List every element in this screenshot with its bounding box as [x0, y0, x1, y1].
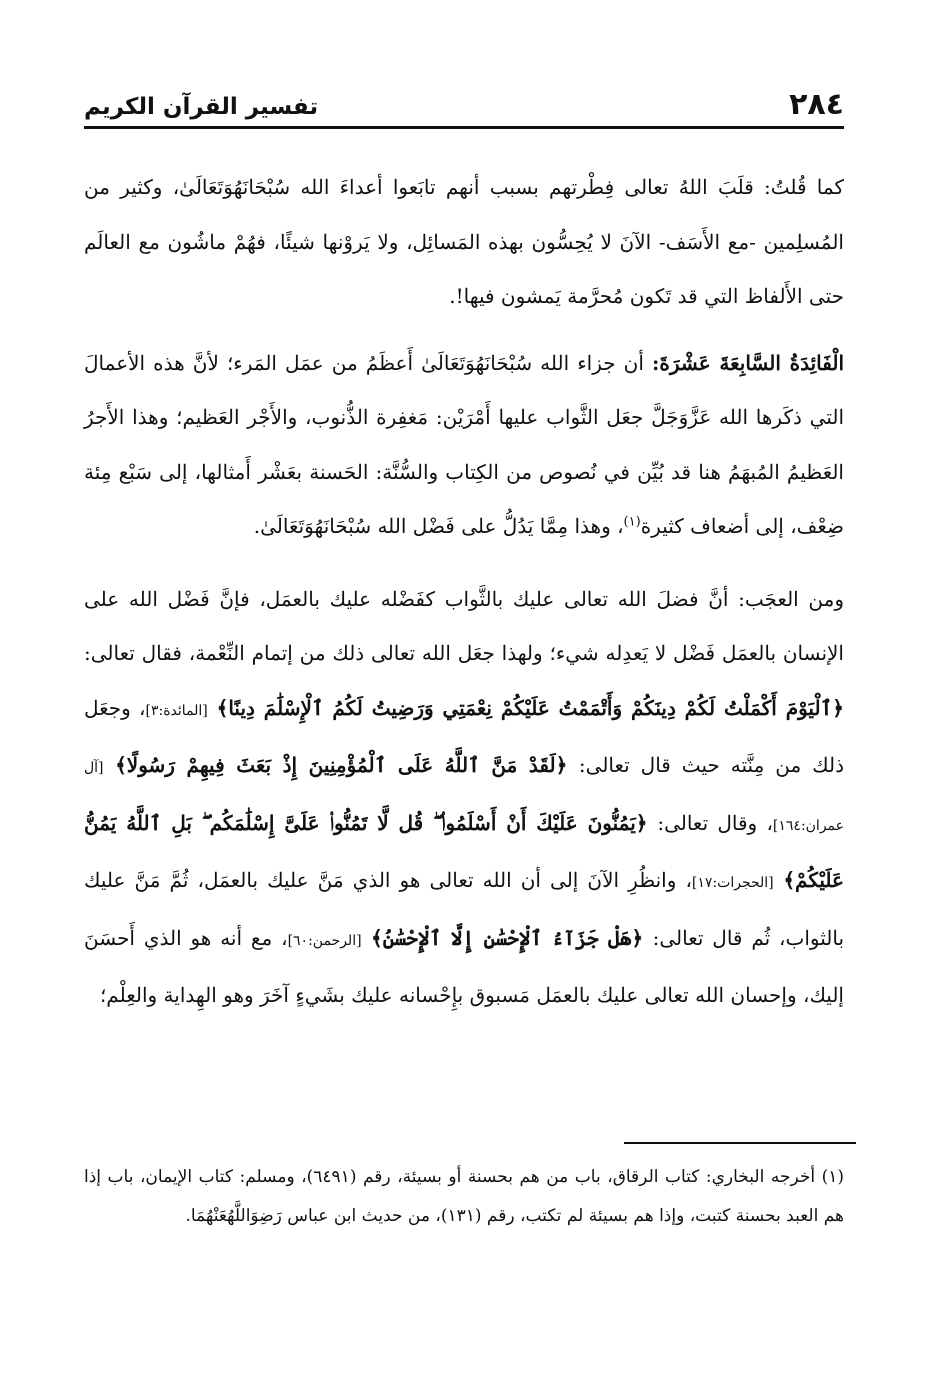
quran-verse: ﴿ٱلْيَوْمَ أَكْمَلْتُ لَكُمْ دِينَكُمْ وَأَتْمَمْتُ عَلَيْكُمْ نِعْمَتِي وَرَضِيتُ لَكُمُ ٱلْإِسْلَٰمَ دِينًا﴾ [207, 695, 844, 720]
quran-verse: ﴿يَمُنُّونَ عَلَيْكَ أَنْ أَسْلَمُوا۟ ۖ قُل لَّا تَمُنُّوا۟ عَلَىَّ إِسْلَٰمَكُم ۖ بَلِ ٱللَّهُ يَمُنُّ عَلَيْكُمْ﴾ [84, 810, 844, 892]
footnote [84, 1158, 844, 1236]
paragraph [84, 336, 844, 554]
paragraph-text: ، مع أنه هو الذي أَحسَنَ إليك، وإحسان الله تعالى عليك بالعمَل مَسبوق بإِحْسانه عليك بشَيءٍ آخَرَ وهو الهِداية والعِلْم؛ [84, 925, 844, 1007]
paragraph [84, 572, 844, 1023]
main-text [84, 160, 844, 1023]
paragraph-text: ، وجعَل ذلك من مِنَّته حيث قال تعالى: [84, 695, 845, 777]
footnote-text: أخرجه البخاري: كتاب الرقاق، باب من هم بحسنة أو بسيئة، رقم (٦٤٩١)، ومسلم: كتاب الإيمان، باب إذا هم العبد بحسنة كتبت، وإذا هم بسيئة لم تكتب، رقم (١٣١)، من حديث ابن عباس رَضِوَاللَّهُعَنْهُمَا. [84, 1167, 844, 1226]
quran-verse: ﴿لَقَدْ مَنَّ ٱللَّهُ عَلَى ٱلْمُؤْمِنِينَ إِذْ بَعَثَ فِيهِمْ رَسُولًا﴾ [103, 753, 579, 777]
verse-reference: [المائدة:٣] [145, 702, 208, 719]
footnotes [84, 1158, 844, 1236]
paragraph-text: كما قُلتُ: قلَبَ اللهُ تعالى فِطْرتهم بسبب أنهم تابَعوا أعداءَ الله سُبْحَانَهُوَتَعَالَىٰ، وكثير من المُسلِمين -مع الأَسَف- الآنَ لا يُحِسُّون بهذه المَسائِل، ولا يَروْنها شيئًا، فهُمْ ماشُون مع العالَم حتى الأَلفاظ التي قد تَكون مُحرَّمة يَمشون فيها!. [84, 175, 844, 308]
footnote-mark: (١) [821, 1167, 844, 1187]
paragraph-text: ومن العجَب: أنَّ فضلَ الله تعالى عليك بالثَّواب كفَضْله عليك بالعمَل، فإنَّ فَضْل الله على الإنسان بالعمَل فَضْل لا يَعدِله شيء؛ ولهذا جعَل الله تعالى ذلك من إتمام النِّعْمة، فقال تعالى: [84, 586, 844, 665]
verse-reference: [الحجرات:١٧] [691, 875, 774, 891]
page-number: ٢٨٤ [789, 87, 844, 122]
paragraph [84, 160, 844, 324]
verse-reference: [آل عمران:١٦٤] [84, 760, 844, 834]
verse-reference: [الرحمن:٦٠] [287, 932, 362, 949]
running-title: تفسير القرآن الكريم [84, 94, 319, 120]
page-header [84, 78, 844, 129]
paragraph-heading: الْفَائِدَةُ السَّابِعَةَ عَشْرَةَ: [652, 350, 844, 375]
paragraph-text: أن جزاء الله سُبْحَانَهُوَتَعَالَىٰ أَعظَمُ من عمَل المَرء؛ لأنَّ هذه الأعمالَ التي ذكَرها الله عَزَّوَجَلَّ جعَل الثَّواب عليها أَمْرَيْن: مَغفِرة الذُّنوب، والأَجْر العَظيم؛ وهذا الأَجرُ العَظيمُ المُبهَمُ هنا قد بُيِّن في نُصوص من الكِتاب والسُّنَّة: الحَسنة بعَشْر أَمثالها، إلى سَبْع مِئة ضِعْف، إلى أضعاف كثيرة [84, 350, 844, 538]
paragraph-text-continued: ، وهذا مِمَّا يَدُلُّ على فَضْل الله سُبْحَانَهُوَتَعَالَىٰ. [253, 514, 624, 538]
paragraph-text: ، وانظُرِ الآنَ إلى أن الله تعالى هو الذي مَنَّ عليك بالعمَل، ثُمَّ مَنَّ عليك بالثواب، ثُم قال تعالى: [84, 868, 845, 950]
quran-verse: ﴿هَلْ جَزَآءُ ٱلْإِحْسَٰنِ إِلَّا ٱلْإِحْسَٰنُ﴾ [361, 925, 653, 950]
paragraph-text: ، وقال تعالى: [657, 810, 773, 835]
footnote-divider [624, 1142, 856, 1144]
footnote-reference[interactable]: (١) [623, 514, 641, 530]
